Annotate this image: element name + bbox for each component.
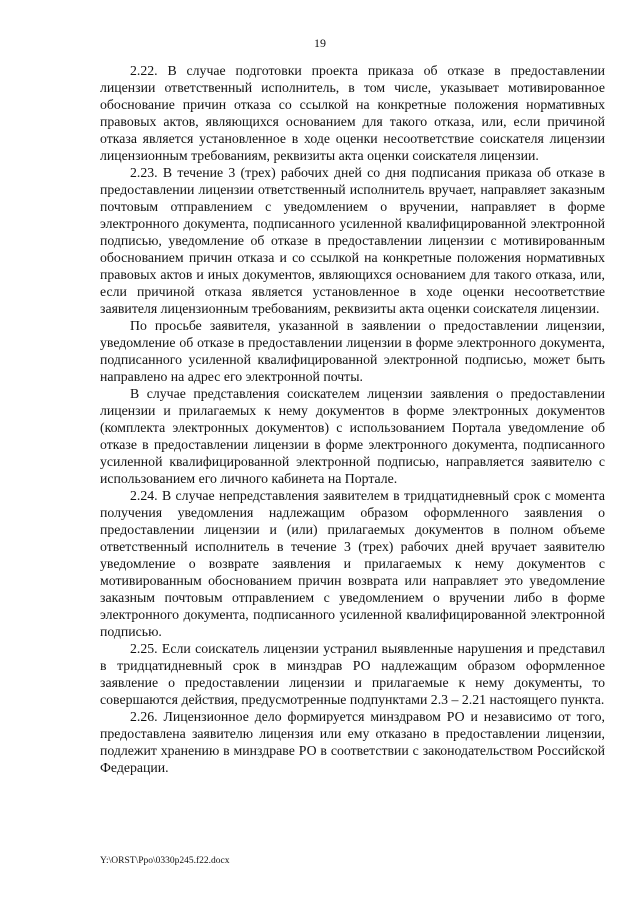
paragraph-portal-notice: В случае представления соискателем лицензии заявления о предоставлении лицензии и прилагаемых к нему документов в форме электронных документов (комплекта электронных документов) с использованием Портала уведомление об отказе в предоставлении лицензии в форме электронного документа, подписанного усиленной квалифицированной электронной подписью, направляется заявителю с использованием его личного кабинета на Портале. [100, 386, 605, 486]
document-body [100, 62, 605, 776]
paragraph-2-24: 2.24. В случае непредставления заявителем в тридцатидневный срок с момента получения уведомления надлежащим образом оформленного заявления о предоставлении лицензии и (или) прилагаемых документов в полном объеме ответственный исполнитель в течение 3 (трех) рабочих дней вручает заявителю уведомление о возврате заявления и прилагаемых к нему документов с мотивированным обоснованием причин возврата или направляет это уведомление заказным почтовым отправлением с уведомлением о вручении либо в форме электронного документа, подписанного усиленной квалифицированной электронной подписью. [100, 488, 605, 639]
paragraph-email-notice: По просьбе заявителя, указанной в заявлении о предоставлении лицензии, уведомление об отказе в предоставлении лицензии в форме электронного документа, подписанного усиленной квалифицированной электронной подписью, может быть направлено на адрес его электронной почты. [100, 318, 605, 384]
paragraph-2-23: 2.23. В течение 3 (трех) рабочих дней со дня подписания приказа об отказе в предоставлении лицензии ответственный исполнитель вручает, направляет заказным почтовым отправлением с уведомлением о вручении, направляет в форме электронного документа, подписанного усиленной квалифицированной электронной подписью, уведомление об отказе в предоставлении лицензии с мотивированным обоснованием причин отказа и со ссылкой на конкретные положения нормативных правовых актов и иных документов, являющихся основанием для такого отказа, или, если причиной отказа является установленное в ходе оценки несоответствие заявителя лицензионным требованиям, реквизиты акта оценки соискателя лицензии. [100, 165, 605, 316]
page-number: 19 [314, 36, 326, 50]
paragraph-2-26: 2.26. Лицензионное дело формируется минздравом РО и независимо от того, предоставлена заявителю лицензия или ему отказано в предоставлении лицензии, подлежит хранению в минздраве РО в соответствии с законодательством Российской Федерации. [100, 709, 605, 775]
file-path-footer: Y:\ORST\Ppo\0330p245.f22.docx [100, 856, 230, 866]
paragraph-2-25: 2.25. Если соискатель лицензии устранил выявленные нарушения и представил в тридцатидневный срок в минздрав РО надлежащим образом оформленное заявление о предоставлении лицензии и прилагаемые к нему документы, то совершаются действия, предусмотренные подпунктами 2.3 – 2.21 настоящего пункта. [100, 641, 605, 707]
paragraph-2-22: 2.22. В случае подготовки проекта приказа об отказе в предоставлении лицензии ответственный исполнитель, в том числе, указывает мотивированное обоснование причин отказа со ссылкой на конкретные положения нормативных правовых актов, являющихся основанием для такого отказа, или, если причиной отказа является установленное в ходе оценки несоответствие соискателя лицензии лицензионным требованиям, реквизиты акта оценки соискателя лицензии. [100, 63, 605, 163]
